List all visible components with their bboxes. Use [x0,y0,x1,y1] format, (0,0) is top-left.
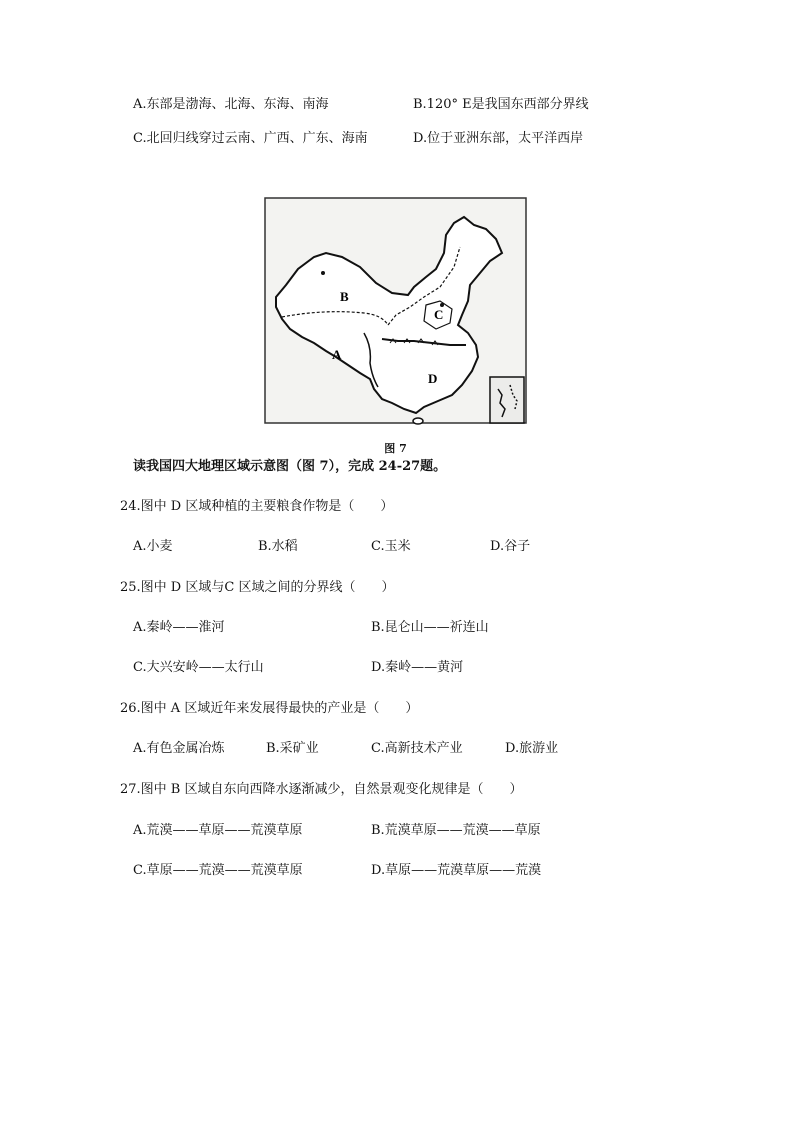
china-regions-map-figure [264,197,527,455]
question-25-option-a: A.秦岭——淮河 [133,620,225,635]
option-c: C.高新技术产业 [371,741,463,756]
option-b: B.水稻 [258,539,298,554]
option-d: D.谷子 [490,539,531,554]
question-27-option-c: C.草原——荒漠——荒漠草原 [133,863,303,878]
question-25-stem: 25.图中 D 区域与C 区域之间的分界线（ ） [120,580,395,595]
question-27-option-a: A.荒漠——草原——荒漠草原 [133,823,303,838]
region-label-d: D [428,371,438,386]
option-a: A.小麦 [133,539,173,554]
region-label-a: A [332,347,342,362]
question-25-option-b: B.昆仑山——祈连山 [371,620,489,635]
question-intro: 读我国四大地理区域示意图（图 7），完成 24-27题。 [133,459,447,474]
prev-option-d: D.位于亚洲东部，太平洋西岸 [413,131,584,146]
figure-caption: 图 7 [384,442,407,455]
prev-option-b: B.120° E是我国东西部分界线 [413,97,589,112]
option-d: D.旅游业 [505,741,559,756]
question-27-stem: 27.图中 B 区域自东向西降水逐渐减少，自然景观变化规律是（ ） [120,782,523,797]
question-27-option-b: B.荒漠草原——荒漠——草原 [371,823,541,838]
question-27-option-d: D.草原——荒漠草原——荒漠 [371,863,542,878]
question-26-stem: 26.图中 A 区域近年来发展得最快的产业是（ ） [120,701,419,716]
region-label-b: B [340,289,349,304]
question-24-stem: 24.图中 D 区域种植的主要粮食作物是（ ） [120,499,394,514]
china-map-image [264,197,527,437]
region-label-c: C [434,307,444,322]
option-a: A.有色金属冶炼 [133,741,225,756]
option-c: C.玉米 [371,539,411,554]
question-25-option-d: D.秦岭——黄河 [371,660,464,675]
question-25-option-c: C.大兴安岭——太行山 [133,660,264,675]
prev-option-c: C.北回归线穿过云南、广西、广东、海南 [133,131,368,146]
option-b: B.采矿业 [266,741,319,756]
prev-option-a: A.东部是渤海、北海、东海、南海 [133,97,329,112]
